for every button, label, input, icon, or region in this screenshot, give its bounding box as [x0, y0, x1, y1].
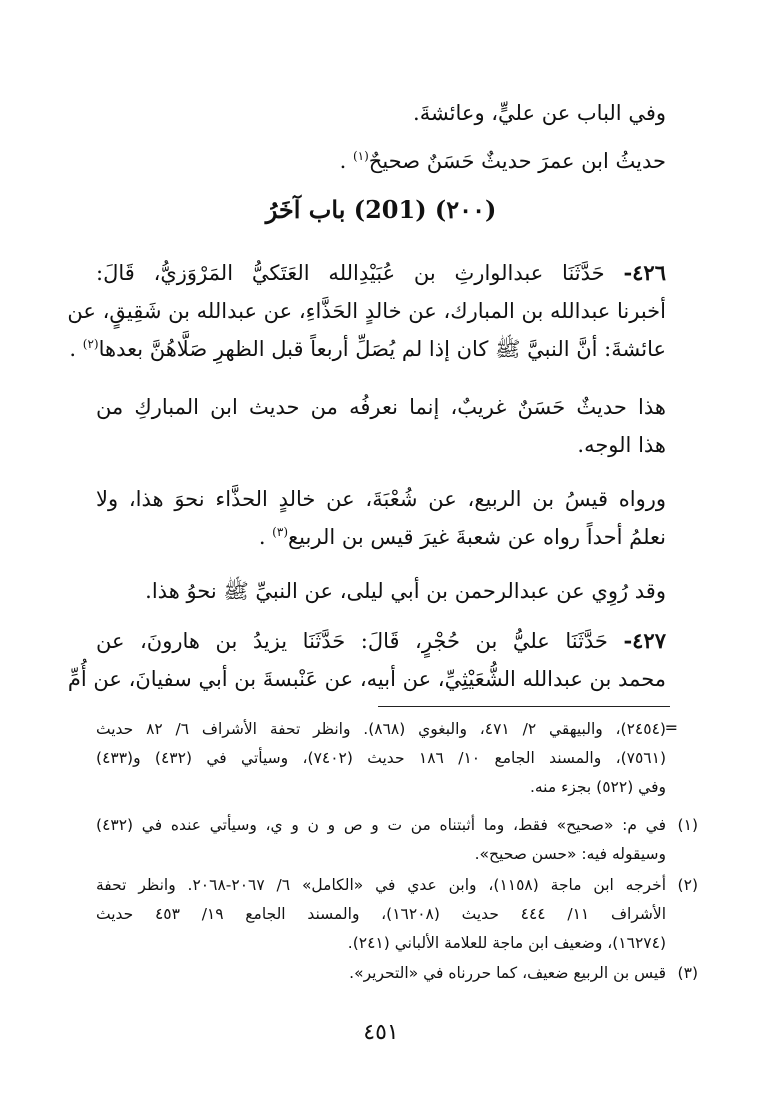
commentary-line-1: هذا حديثٌ حَسَنٌ غريبٌ، إنما نعرفُه من حديث ابن المباركِ من	[96, 395, 666, 419]
hadith-426-line-3: عائشةَ: أنَّ النبيَّ ﷺ كان إذا لم يُصَلِّ أربعاً قبل الظهرِ صَلَّاهُنَّ بعدها$^{(٢)}$ .	[69, 337, 666, 361]
footnote-ref[interactable]: (٢)	[82, 337, 99, 351]
footnote-2-line-2: الأشراف ١١/ ٤٤٤ حديث (١٦٢٠٨)، والمسند الجامع ١٩/ ٤٥٣ حديث	[96, 905, 667, 923]
chapter-heading: (٢٠٠) (201) باب آخَرُ	[265, 195, 497, 224]
footnote-3-line-1: قيس بن الربيع ضعيف، كما حررناه في «التحرير».	[349, 964, 666, 982]
narration-line-3: وقد رُوِي عن عبدالرحمن بن أبي ليلى، عن النبيِّ ﷺ نحوُ هذا.	[145, 579, 666, 603]
hadith-number: ٤٢٧-	[623, 628, 666, 653]
footnote-1-line-2: وسيقوله فيه: «حسن صحيح».	[474, 845, 666, 863]
hadith-grade-line: حديثُ ابن عمرَ حديثٌ حَسَنٌ صحيحٌ$^{(١)}$ .	[339, 149, 666, 173]
footnote-2-number: (٢)	[677, 876, 698, 894]
commentary-line-2: هذا الوجه.	[577, 433, 666, 457]
footnote-1-number: (١)	[677, 816, 698, 834]
footnote-continued-line-3: وفي (٥٢٢) بجزء منه.	[529, 778, 666, 796]
footnote-continued-line-2: (٧٥٦١)، والمسند الجامع ١٠/ ١٨٦ حديث (٧٤٠٢)، وسيأتي في (٤٣٢) و(٤٣٣)	[96, 749, 666, 767]
hadith-427-line-1: ٤٢٧- حَدَّثَنَا عليُّ بن حُجْرٍ، قَالَ: حَدَّثَنَا يزيدُ بن هارونَ، عن	[96, 628, 666, 653]
footnote-1-line-1: في م: «صحيح» فقط، وما أثبتناه من ت و ص و ن و ي، وسيأتي عنده في (٤٣٢)	[96, 816, 666, 834]
footnote-continued-line-1: (٢٤٥٤)، والبيهقي ٢/ ٤٧١، والبغوي (٨٦٨). وانظر تحفة الأشراف ٦/ ٨٢ حديث	[96, 720, 666, 738]
narration-line-2: نعلمُ أحداً رواه عن شعبةَ غيرَ قيس بن الربيع$^{(٣)}$ .	[258, 525, 666, 549]
continuation-mark: =	[664, 718, 678, 737]
text-line: وفي الباب عن عليٍّ، وعائشةَ.	[413, 101, 666, 125]
footnote-divider	[378, 706, 670, 707]
footnote-ref[interactable]: (١)	[352, 149, 369, 163]
footnote-ref[interactable]: (٣)	[272, 525, 288, 539]
footnote-2-line-3: (١٦٢٧٤)، وضعيف ابن ماجة للعلامة الألباني (٢٤١).	[347, 934, 666, 952]
footnote-3-number: (٣)	[677, 964, 698, 982]
page-number: ٤٥١	[363, 1020, 399, 1045]
narration-line-1: ورواه قيسُ بن الربيع، عن شُعْبَةَ، عن خالدٍ الحذَّاء نحوَ هذا، ولا	[96, 487, 666, 511]
hadith-426-line-1: ٤٢٦- حَدَّثَنَا عبدالوارثِ بن عُبَيْدِالله العَتَكيُّ المَرْوَزيُّ، قَالَ:	[96, 260, 666, 285]
hadith-426-line-2: أخبرنا عبدالله بن المبارك، عن خالدٍ الحَذَّاءِ، عن عبدالله بن شَقِيقٍ، عن	[67, 299, 666, 323]
footnote-2-line-1: أخرجه ابن ماجة (١١٥٨)، وابن عدي في «الكامل» ٦/ ٢٠٦٧-٢٠٦٨. وانظر تحفة	[96, 876, 666, 894]
hadith-number: ٤٢٦-	[623, 260, 666, 285]
hadith-427-line-2: محمد بن عبدالله الشُّعَيْثِيِّ، عن أبيه، عن عَنْبسةَ بن أبي سفيانَ، عن أُمِّ	[67, 667, 666, 691]
